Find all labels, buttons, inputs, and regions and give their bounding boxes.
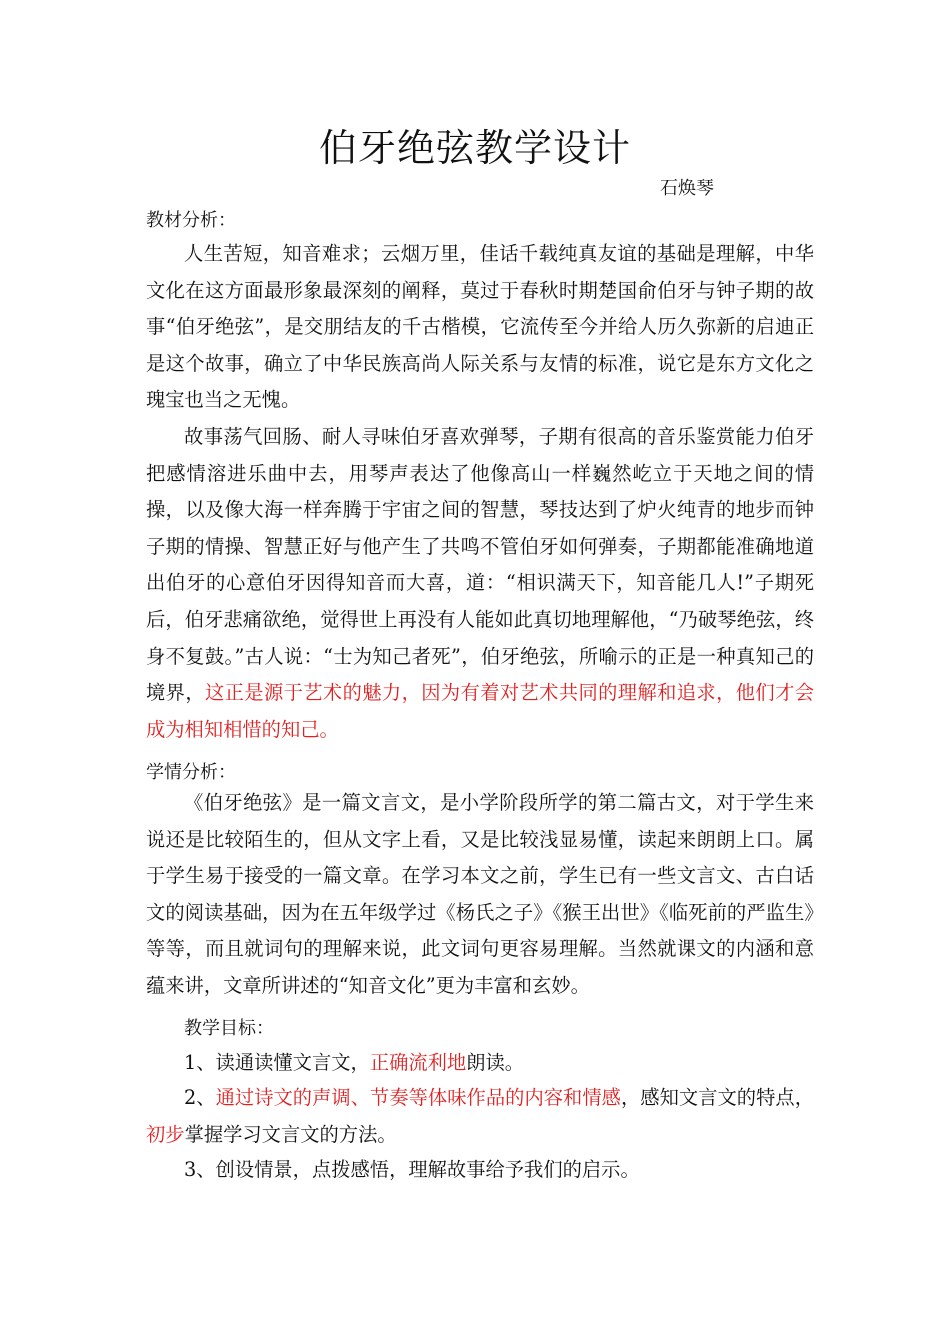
goal-1-text: 1、读通读懂文言文， bbox=[184, 1051, 370, 1074]
goal-2-number: 2、 bbox=[184, 1086, 216, 1109]
material-paragraph-2-highlight: 这正是源于艺术的魅力，因为有着对艺术共同的理解和追求，他们才会成为相知相惜的知己。 bbox=[146, 681, 815, 741]
teaching-goals-heading: 教学目标： bbox=[184, 1018, 274, 1039]
goal-2-highlight-2: 初步 bbox=[146, 1122, 185, 1146]
study-paragraph: 《伯牙绝弦》是一篇文言文，是小学阶段所学的第二篇古文，对于学生来说还是比较陌生的，但从文字上看，又是比较浅显易懂，读起来朗朗上口。属于学生易于接受的一篇文章。在学习本文之前，学生已有一些文言文、古白话文的阅读基础，因为在五年级学过《杨氏之子》《猴王出世》《临死前的严监生》等等，而且就词句的理解来说，此文词句更容易理解。当然就课文的内涵和意蕴来讲，文章所讲述的“知音文化”更为丰富和玄妙。 bbox=[146, 791, 814, 997]
goal-2-text: ，感知文言文的特点， bbox=[620, 1086, 814, 1109]
goal-2-text-end: 掌握学习文言文的方法。 bbox=[184, 1122, 397, 1146]
page-title: 伯牙绝弦教学设计 bbox=[318, 126, 631, 170]
goal-item-3: 3、创设情景，点拨感悟，理解故事给予我们的启示。 bbox=[184, 1158, 640, 1181]
material-paragraph-1: 人生苦短，知音难求；云烟万里，佳话千载纯真友谊的基础是理解，中华文化在这方面最形象最深刻的阐释，莫过于春秋时期楚国俞伯牙与钟子期的故事“伯牙绝弦”，是交朋结友的千古楷模，它流传至今并给人历久弥新的启迪正是这个故事，确立了中华民族高尚人际关系与友情的标准，说它是东方文化之瑰宝也当之无愧。 bbox=[146, 242, 814, 412]
goal-1-text-end: 朗读。 bbox=[466, 1051, 525, 1074]
study-analysis-heading: 学情分析： bbox=[146, 762, 236, 783]
material-analysis-heading: 教材分析： bbox=[146, 210, 236, 231]
author-name: 石焕琴 bbox=[660, 178, 714, 199]
goal-item-1 bbox=[146, 1045, 814, 1082]
goal-2-highlight-1: 通过诗文的声调、节奏等体味作品的内容和情感 bbox=[215, 1086, 621, 1109]
material-paragraph-2-text: 故事荡气回肠、耐人寻味伯牙喜欢弹琴，子期有很高的音乐鉴赏能力伯牙把感情溶进乐曲中去，用琴声表达了他像高山一样巍然屹立于天地之间的情操，以及像大海一样奔腾于宇宙之间的智慧，琴技达到了炉火纯青的地步而钟子期的情操、智慧正好与他产生了共鸣不管伯牙如何弹奏，子期都能准确地道出伯牙的心意伯牙因得知音而大喜，道：“相识满天下，知音能几人!”子期死后，伯牙悲痛欲绝，觉得世上再没有人能如此真切地理解他，“乃破琴绝弦，终身不复鼓。”古人说：“士为知己者死”，伯牙绝弦，所喻示的正是一种真知己的境界， bbox=[146, 425, 814, 705]
goal-item-2 bbox=[146, 1080, 814, 1153]
goal-1-highlight: 正确流利地 bbox=[369, 1051, 467, 1074]
material-paragraph-2 bbox=[146, 419, 814, 748]
